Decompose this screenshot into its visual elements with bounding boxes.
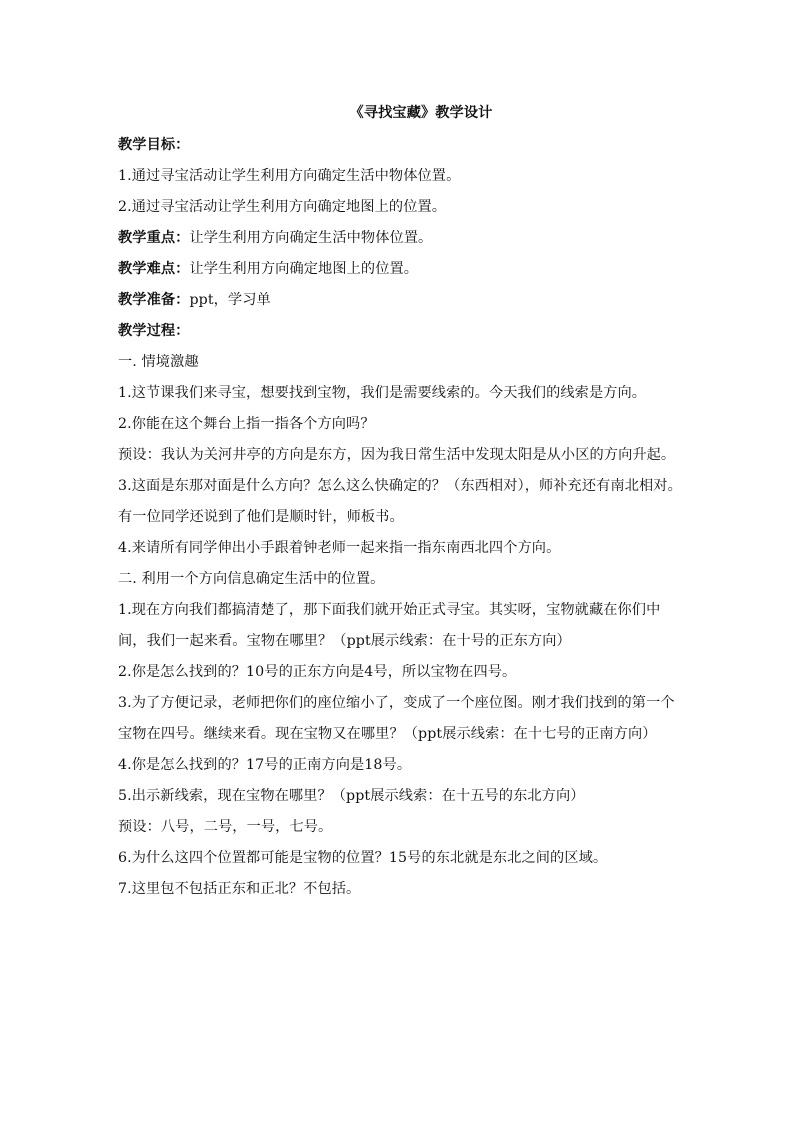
section-2-heading: 二. 利用一个方向信息确定生活中的位置。 [118,571,385,587]
section-2-paragraph-3: 3.为了方便记录，老师把你们的座位缩小了，变成了一个座位图。刚才我们找到的第一个宝物在四号。继续来看。现在宝物又在哪里？（ppt展示线索：在十七号的正南方向） [118,695,675,742]
section-2-paragraph-4: 4.你是怎么找到的？17号的正南方向是18号。 [118,757,412,773]
goals-heading: 教学目标： [118,137,190,153]
difficulty-label: 教学难点： [118,261,190,277]
section-2-paragraph-8: 7.这里包不包括正东和正北？不包括。 [118,881,361,897]
section-1-paragraph-5: 4.来请所有同学伸出小手跟着钟老师一起来指一指东南西北四个方向。 [118,540,561,556]
section-2-paragraph-1: 1.现在方向我们都搞清楚了，那下面我们就开始正式寻宝。其实呀，宝物就藏在你们中间，我们一起来看。宝物在哪里？（ppt展示线索：在十号的正东方向） [118,602,661,649]
key-point [118,223,686,254]
difficulty-text: 让学生利用方向确定地图上的位置。 [189,261,419,277]
document-body [118,98,686,905]
difficulty [118,254,686,285]
section-1-paragraph-1: 1.这节课我们来寻宝，想要找到宝物，我们是需要线索的。今天我们的线索是方向。 [118,385,647,401]
section-2-paragraph-7: 6.为什么这四个位置都可能是宝物的位置？15号的东北就是东北之间的区域。 [118,850,608,866]
preparation-text: ppt，学习单 [189,292,271,308]
goal-1: 1.通过寻宝活动让学生利用方向确定生活中物体位置。 [118,168,461,184]
preparation [118,285,686,316]
section-2-paragraph-2: 2.你是怎么找到的？10号的正东方向是4号，所以宝物在四号。 [118,664,517,680]
section-1-paragraph-4: 3.这面是东那对面是什么方向？怎么这么快确定的？（东西相对），师补充还有南北相对。有一位同学还说到了他们是顺时针，师板书。 [118,478,682,525]
process-heading: 教学过程： [118,323,190,339]
section-2-paragraph-6: 预设：八号，二号，一号，七号。 [118,819,333,835]
section-1-paragraph-2: 2.你能在这个舞台上指一指各个方向吗？ [118,416,375,432]
goal-2: 2.通过寻宝活动让学生利用方向确定地图上的位置。 [118,199,447,215]
section-2-paragraph-5: 5.出示新线索，现在宝物在哪里？（ppt展示线索：在十五号的东北方向） [118,788,585,804]
key-point-text: 让学生利用方向确定生活中物体位置。 [189,230,433,246]
section-1-heading: 一. 情境激趣 [118,354,199,370]
section-1-paragraph-3: 预设：我认为关河井亭的方向是东方，因为我日常生活中发现太阳是从小区的方向升起。 [118,447,676,463]
key-point-label: 教学重点： [118,230,190,246]
preparation-label: 教学准备： [118,292,190,308]
document-title: 《寻找宝藏》教学设计 [349,105,493,121]
